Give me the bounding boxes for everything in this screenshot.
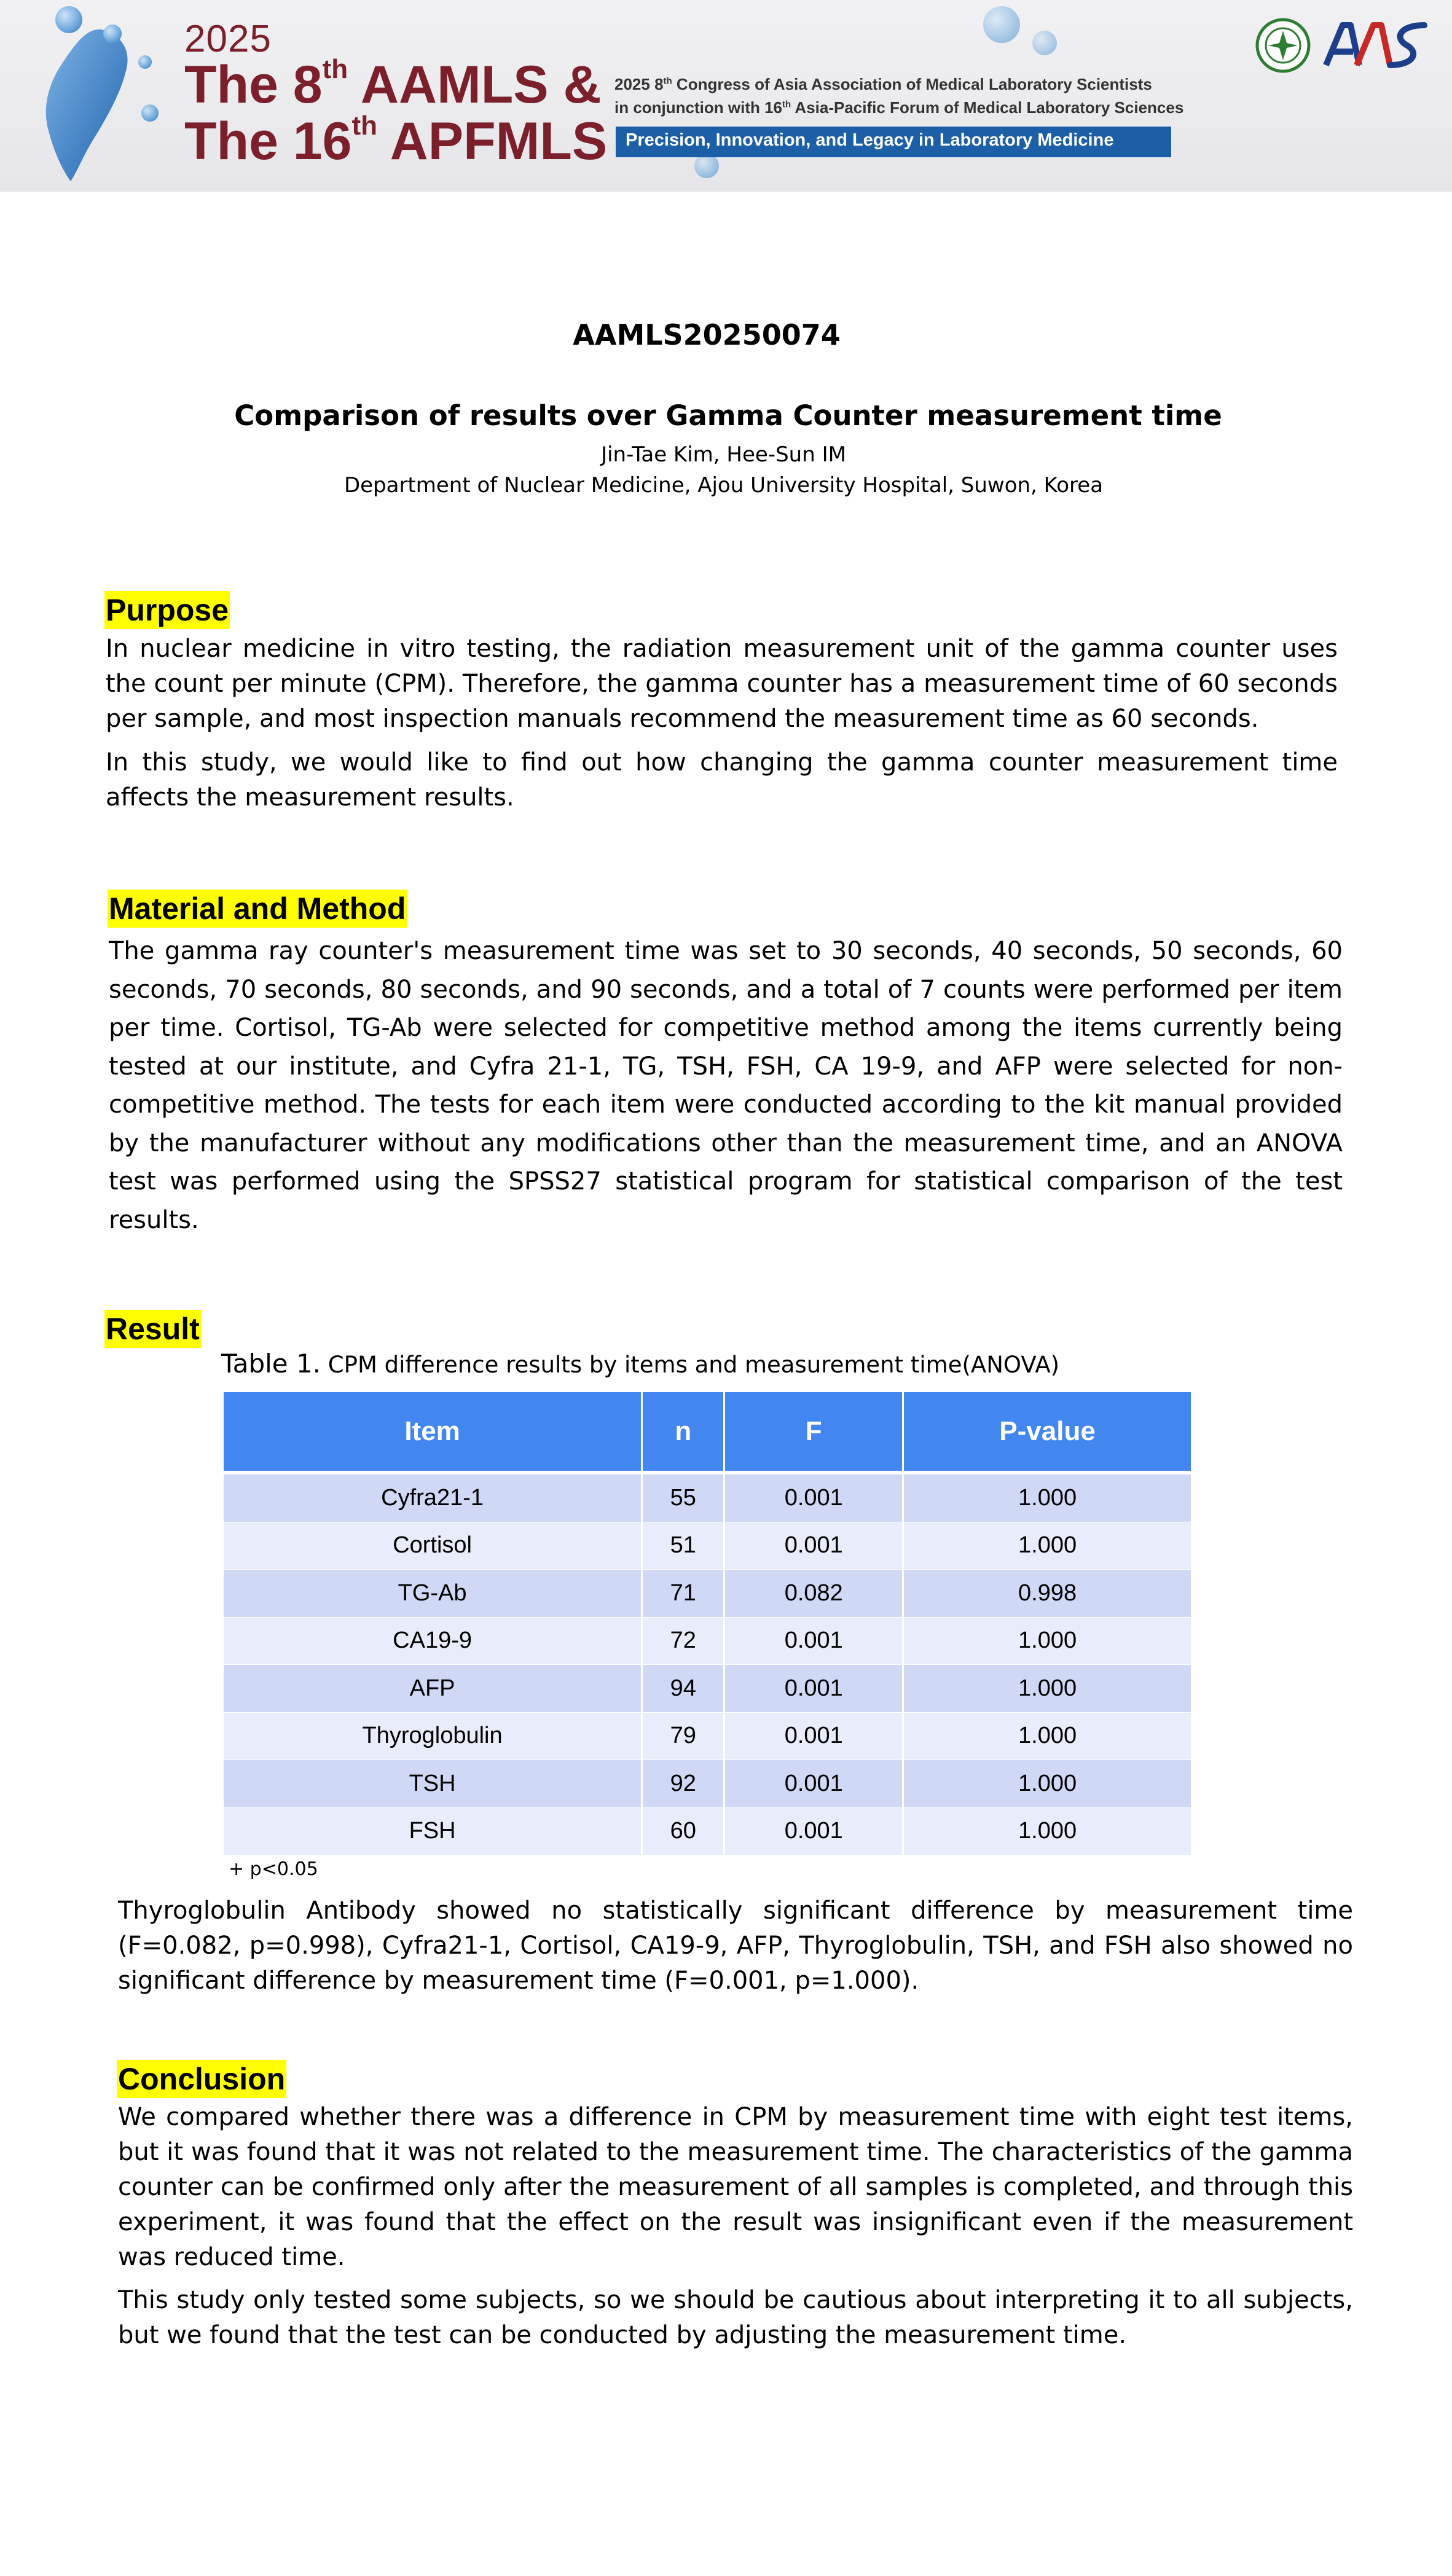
table-cell: 1.000 xyxy=(903,1807,1191,1855)
table-header-f: F xyxy=(724,1392,903,1473)
banner-title-line2: The 16th APFMLS xyxy=(184,111,608,171)
method-heading: Material and Method xyxy=(108,890,407,928)
bubble-decoration xyxy=(694,154,719,178)
bubble-decoration xyxy=(138,55,152,69)
table-cell: AFP xyxy=(224,1665,642,1713)
table-cell: TG-Ab xyxy=(224,1570,642,1618)
method-paragraph: The gamma ray counter's measurement time was set to 30 seconds, 40 seconds, 50 seconds, 60 seconds, 70 seconds, 80 seconds, and 90 seconds, and a total of 7 counts were performed per item per time. Cortisol, TG-Ab were selected for competitive method among the items currently being tested at our institute, and Cyfra 21-1, TG, TSH, FSH, CA 19-9, and AFP were selected for non-competitive method. The tests for each item were conducted according to the kit manual provided by the manufacturer without any modifications other than the measurement time, and an ANOVA test was performed using the SPSS27 statistical program for statistical comparison of the test results. xyxy=(109,937,1343,1234)
table-row xyxy=(224,1712,1191,1760)
conference-banner xyxy=(0,0,1452,192)
table-cell: 1.000 xyxy=(903,1760,1191,1808)
table-cell: 94 xyxy=(642,1665,724,1713)
conclusion-paragraph-1: We compared whether there was a difference in CPM by measurement time with eight test items, but it was found that it was not related to the measurement time. The characteristics of the gamma counter can be confirmed only after the measurement of all samples is completed, and through this experiment, it was found that the effect on the result was insignificant even if the measurement was reduced time. xyxy=(118,2103,1353,2271)
table-cell: 72 xyxy=(642,1617,724,1665)
table-cell: Cortisol xyxy=(224,1522,642,1570)
table-header-p-value: P-value xyxy=(903,1392,1191,1473)
table-cell: CA19-9 xyxy=(224,1617,642,1665)
table-cell: 0.998 xyxy=(903,1570,1191,1618)
table-caption: Table 1. CPM difference results by items and measurement time(ANOVA) xyxy=(221,1349,1060,1379)
table-cell: Cyfra21-1 xyxy=(224,1473,642,1522)
table-cell: 1.000 xyxy=(903,1712,1191,1760)
table-cell: 79 xyxy=(642,1712,724,1760)
table-cell: 0.001 xyxy=(724,1473,903,1522)
affiliation: Department of Nuclear Medicine, Ajou University Hospital, Suwon, Korea xyxy=(343,473,1104,498)
table-row xyxy=(224,1617,1191,1665)
bubble-decoration xyxy=(1032,31,1057,55)
bubble-decoration xyxy=(55,6,82,33)
table-header-n: n xyxy=(642,1392,724,1473)
table-row xyxy=(224,1473,1191,1522)
table-cell: 1.000 xyxy=(903,1522,1191,1570)
table-cell: 0.001 xyxy=(724,1522,903,1570)
table-cell: 71 xyxy=(642,1570,724,1618)
table-header-row xyxy=(224,1392,1191,1473)
table-cell: 0.001 xyxy=(724,1665,903,1713)
banner-congress-line2: in conjunction with 16th Asia-Pacific Forum of Medical Laboratory Sciences xyxy=(614,98,1184,117)
table-cell: 0.001 xyxy=(724,1617,903,1665)
banner-congress-line1: 2025 8th Congress of Asia Association of Medical Laboratory Scientists xyxy=(614,75,1152,93)
table-header-item: Item xyxy=(224,1392,642,1473)
table-row xyxy=(224,1570,1191,1618)
table-row xyxy=(224,1807,1191,1855)
table-cell: Thyroglobulin xyxy=(224,1712,642,1760)
purpose-paragraph-1: In nuclear medicine in vitro testing, the radiation measurement unit of the gamma counter uses the count per minute (CPM). Therefore, the gamma counter has a measurement time of 60 seconds per sample, and most inspection manuals recommend the measurement time as 60 seconds. xyxy=(106,635,1338,733)
abstract-id: AAMLS20250074 xyxy=(573,318,841,351)
table-cell: 92 xyxy=(642,1760,724,1808)
table-cell: 0.001 xyxy=(724,1760,903,1808)
table-cell: 0.001 xyxy=(724,1807,903,1855)
bubble-decoration xyxy=(103,25,122,43)
purpose-heading: Purpose xyxy=(104,591,230,629)
taiwan-map-icon xyxy=(34,25,138,184)
table-row xyxy=(224,1760,1191,1808)
table-row xyxy=(224,1665,1191,1713)
table-cell: FSH xyxy=(224,1807,642,1855)
conclusion-paragraph-2: This study only tested some subjects, so we should be cautious about interpreting it to all subjects, but we found that the test can be conducted by adjusting the measurement time. xyxy=(118,2286,1353,2349)
result-heading: Result xyxy=(104,1310,201,1348)
purpose-paragraph-2: In this study, we would like to find out how changing the gamma counter measurement time affects the measurement results. xyxy=(106,748,1338,812)
authors: Jin-Tae Kim, Hee-Sun IM xyxy=(601,442,846,467)
bubble-decoration xyxy=(983,6,1020,43)
conclusion-heading: Conclusion xyxy=(117,2060,286,2098)
table-cell: TSH xyxy=(224,1760,642,1808)
association-seal-icon xyxy=(1255,17,1311,74)
table-cell: 1.000 xyxy=(903,1473,1191,1522)
table-cell: 1.000 xyxy=(903,1665,1191,1713)
table-cell: 55 xyxy=(642,1473,724,1522)
table-cell: 60 xyxy=(642,1807,724,1855)
table-footnote: + p<0.05 xyxy=(229,1858,318,1880)
table-cell: 0.082 xyxy=(724,1570,903,1618)
bubble-decoration xyxy=(141,104,159,122)
table-row xyxy=(224,1522,1191,1570)
paper-title: Comparison of results over Gamma Counter measurement time xyxy=(234,399,1222,432)
banner-title-line1: The 8th AAMLS & xyxy=(184,54,602,114)
table-cell: 1.000 xyxy=(903,1617,1191,1665)
table-cell: 51 xyxy=(642,1522,724,1570)
banner-year: 2025 xyxy=(184,18,272,60)
results-table xyxy=(224,1392,1191,1855)
aams-logo-icon xyxy=(1321,16,1429,74)
result-paragraph: Thyroglobulin Antibody showed no statistically significant difference by measurement time (F=0.082, p=0.998), Cyfra21-1, Cortisol, CA19-9, AFP, Thyroglobulin, TSH, and FSH also showed no significant difference by measurement time (F=0.001, p=1.000). xyxy=(118,1897,1353,1995)
banner-tagline: Precision, Innovation, and Legacy in Laboratory Medicine xyxy=(626,130,1114,150)
table-cell: 0.001 xyxy=(724,1712,903,1760)
